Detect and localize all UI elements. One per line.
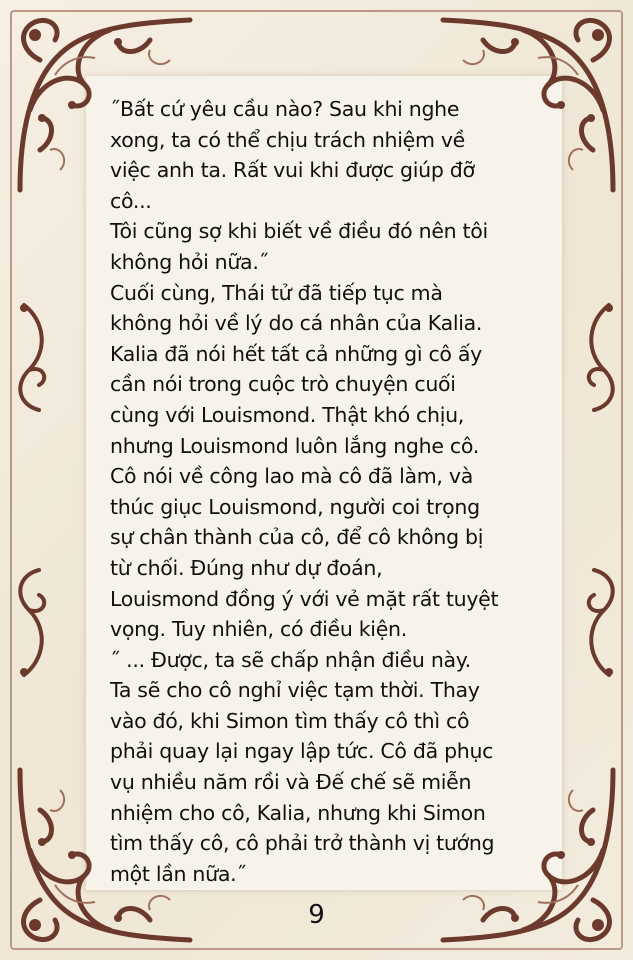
text-line: cùng với Louismond. Thật khó chịu,: [110, 402, 465, 427]
text-line: sự chân thành của cô, để cô không bị: [110, 525, 484, 550]
side-ornament-right-upper: [569, 300, 629, 420]
text-line: cô...: [110, 188, 152, 213]
text-line: Cuối cùng, Thái tử đã tiếp tục mà: [110, 280, 443, 305]
text-line: Cô nói về công lao mà cô đã làm, và: [110, 464, 473, 489]
text-line: phải quay lại ngay lập tức. Cô đã phục: [110, 739, 494, 764]
text-line: việc anh ta. Rất vui khi được giúp đỡ: [110, 158, 475, 183]
text-line: vọng. Tuy nhiên, có điều kiện.: [110, 617, 407, 642]
side-ornament-left-lower: [4, 560, 64, 680]
text-line: không hỏi nữa.˝: [110, 249, 269, 274]
text-line: ˝Bất cứ yêu cầu nào? Sau khi nghe: [110, 97, 460, 121]
text-line: thúc giục Louismond, người coi trọng: [110, 494, 480, 519]
text-line: tìm thấy cô, cô phải trở thành vị tướng: [110, 831, 495, 856]
text-line: nhưng Louismond luôn lắng nghe cô.: [110, 433, 479, 458]
text-line: ˝ ... Được, ta sẽ chấp nhận điều này.: [110, 647, 471, 672]
text-line: từ chối. Đúng như dự đoán,: [110, 555, 383, 580]
side-ornament-left-upper: [4, 300, 64, 420]
text-line: nhiệm cho cô, Kalia, nhưng khi Simon: [110, 800, 486, 825]
text-line: cần nói trong cuộc trò chuyện cuối: [110, 372, 456, 397]
text-line: Louismond đồng ý với vẻ mặt rất tuyệt: [110, 586, 499, 611]
text-line: Tôi cũng sợ khi biết về điều đó nên tôi: [110, 219, 488, 244]
text-line: không hỏi về lý do cá nhân của Kalia.: [110, 311, 483, 336]
story-text: [110, 94, 556, 889]
text-line: Kalia đã nói hết tất cả những gì cô ấy: [110, 341, 482, 366]
text-line: vào đó, khi Simon tìm thấy cô thì cô: [110, 708, 470, 733]
text-line: Ta sẽ cho cô nghỉ việc tạm thời. Thay: [110, 678, 480, 703]
text-line: xong, ta có thể chịu trách nhiệm về: [110, 127, 465, 152]
page-number: 9: [308, 900, 325, 930]
side-ornament-right-lower: [569, 560, 629, 680]
text-line: vụ nhiều năm rồi và Đế chế sẽ miễn: [110, 770, 472, 795]
text-line: một lần nữa.˝: [110, 861, 247, 886]
